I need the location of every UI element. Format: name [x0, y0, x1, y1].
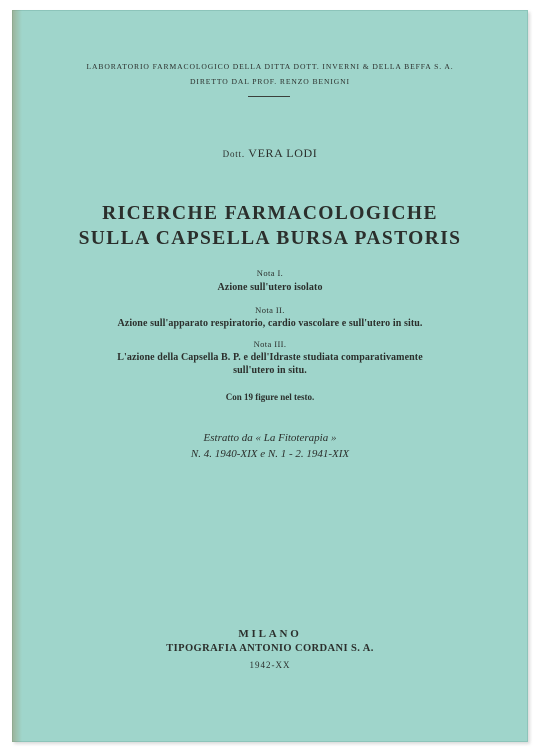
author-line [12, 146, 528, 161]
author-name: VERA LODI [248, 146, 318, 160]
note-1-heading: Nota I. [256, 268, 284, 278]
note-2-text: Azione sull'apparato respiratorio, cardio vascolare e sull'utero in situ. [117, 318, 423, 329]
imprint-city: MILANO [238, 628, 302, 640]
book-cover [12, 10, 528, 742]
extract-line-1: Estratto da « La Fitoterapia » [203, 432, 337, 444]
figures-note: Con 19 figure nel testo. [225, 392, 315, 402]
imprint-publisher: TIPOGRAFIA ANTONIO CORDANI S. A. [166, 643, 374, 654]
extract-line-2: N. 4. 1940-XIX e N. 1 - 2. 1941-XIX [190, 448, 350, 460]
title-line-1: RICERCHE FARMACOLOGICHE [102, 203, 438, 224]
header-divider [248, 96, 290, 97]
note-2-heading: Nota II. [255, 305, 285, 315]
laboratory-heading: LABORATORIO FARMACOLOGICO DELLA DITTA DOTT. INVERNI & DELLA BEFFA S. A. [86, 62, 454, 71]
note-3-heading: Nota III. [253, 339, 287, 349]
note-3-text-line-2: sull'utero in situ. [233, 365, 307, 376]
author-prefix: Dott. [222, 149, 245, 159]
title-line-2: SULLA CAPSELLA BURSA PASTORIS [78, 228, 462, 249]
note-3-text-line-1: L'azione della Capsella B. P. e dell'Idraste studiata comparativamente [117, 352, 423, 363]
imprint-year: 1942-XX [249, 660, 291, 670]
note-1-text: Azione sull'utero isolato [217, 282, 323, 293]
director-line: DIRETTO DAL PROF. RENZO BENIGNI [190, 77, 350, 86]
